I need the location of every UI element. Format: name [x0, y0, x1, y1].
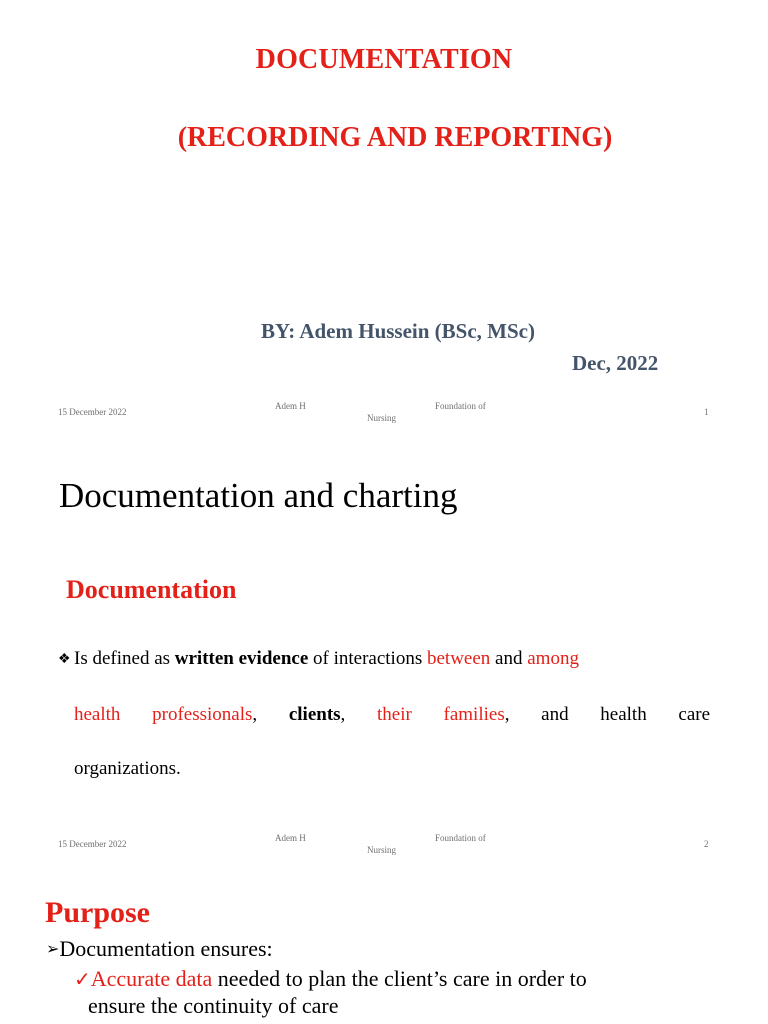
sub-bullet-item: ✓Accurate data needed to plan the client’s care in order to	[74, 966, 587, 991]
bullet-item: ➢Documentation ensures:	[46, 936, 273, 961]
author-line: BY: Adem Hussein (BSc, MSc)	[261, 319, 535, 343]
paragraph-line: health professionals, clients, their families, and health care	[74, 703, 711, 725]
red-term: their families	[377, 703, 505, 725]
red-term: health professionals	[74, 703, 253, 725]
slide-subtitle: (RECORDING AND REPORTING)	[177, 122, 613, 153]
footer-date: 15 December 2022	[58, 839, 127, 849]
diamond-bullet-icon: ❖	[58, 652, 71, 667]
checkmark-icon: ✓	[74, 969, 91, 991]
slide-1	[0, 0, 768, 432]
page-number: 1	[704, 407, 709, 417]
presentation-date: Dec, 2022	[572, 351, 659, 375]
footer-course: Foundation of	[435, 401, 486, 411]
sub-bullet-continuation: ensure the continuity of care	[88, 993, 339, 1018]
footer-author: Adem H	[275, 401, 306, 411]
arrow-bullet-icon: ➢	[46, 941, 60, 958]
paragraph-line: organizations.	[74, 758, 181, 779]
slide-title: Purpose	[45, 896, 150, 929]
footer-course-cont: Nursing	[367, 845, 396, 855]
definition-paragraph	[58, 632, 710, 797]
slide-3	[0, 864, 768, 1024]
section-heading: Documentation	[66, 575, 237, 604]
slide-title: DOCUMENTATION	[255, 44, 513, 75]
red-term: Accurate data	[90, 966, 213, 991]
paragraph-line: ❖ Is defined as written evidence of interactions between and among	[58, 632, 710, 688]
footer-course-cont: Nursing	[367, 413, 396, 423]
footer-course: Foundation of	[435, 833, 486, 843]
red-term: among	[527, 648, 579, 669]
red-term: between	[426, 648, 491, 669]
footer-author: Adem H	[275, 833, 306, 843]
slide-2	[0, 432, 768, 864]
page-number: 2	[704, 839, 709, 849]
footer-date: 15 December 2022	[58, 407, 127, 417]
slide-title: Documentation and charting	[59, 476, 458, 515]
bold-term: clients	[288, 703, 341, 725]
bold-term: written evidence	[174, 648, 309, 669]
